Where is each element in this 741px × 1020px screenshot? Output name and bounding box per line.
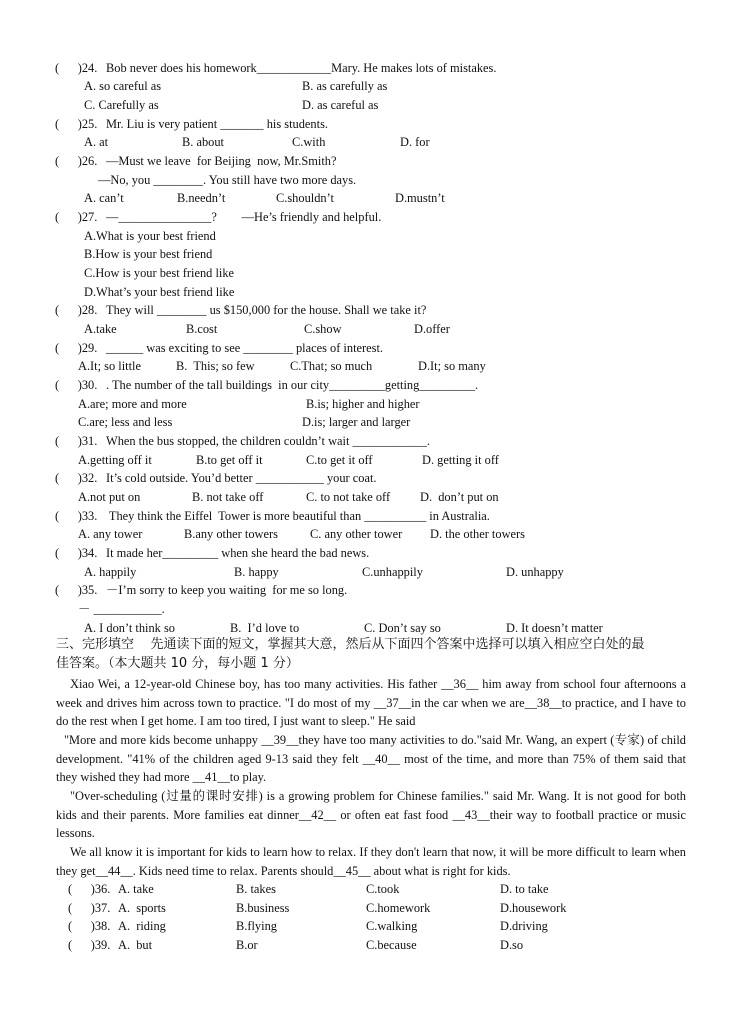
option-c: C. any other tower [310,527,403,541]
option-b: B. about [182,135,224,149]
passage-paragraph-1: Xiao Wei, a 12-year-old Chinese boy, has too many activities. His father __36__ him away from school four afternoons a week and drives him across town to practice. "I do most of my __37__in the car when we are__38__to practice, and I have to do the rest when I get home. I am too tired, I just want to sleep." He said [56,677,686,729]
option-a: A. at [84,135,109,149]
question-number: ( )33. [55,509,98,523]
option-c: C.show [304,322,342,336]
option-a: A. can’t [84,191,124,205]
option-d: D.It; so many [418,359,486,373]
option-a: A. I don’t think so [84,621,175,635]
question-stem: When the bus stopped, the children couldn’t wait ____________. [106,434,430,448]
option-a: A. riding [118,919,166,933]
question-number: ( )30. [55,378,98,392]
option-d: D. don’t put on [420,490,499,504]
question-number: ( )24. [55,61,98,75]
option-b: B.business [236,901,290,915]
question-stem: Bob never does his homework____________Mary. He makes lots of mistakes. [106,61,497,75]
cloze-number: ( )39. [68,938,111,952]
question-number: ( )28. [55,303,98,317]
question-stem: Mr. Liu is very patient _______ his students. [106,117,328,131]
option-d: D.driving [500,919,548,933]
option-a: A. but [118,938,153,952]
option-c: C.walking [366,919,418,933]
option-c: C. Carefully as [84,98,159,112]
option-d: D. as careful as [302,98,379,112]
question-number: ( )34. [55,546,98,560]
option-a: A.are; more and more [78,397,187,411]
question-number: ( )26. [55,154,98,168]
option-b: B.any other towers [184,527,278,541]
option-b: B. This; so few [176,359,255,373]
question-stem: . The number of the tall buildings in our city_________getting_________. [106,378,479,392]
option-b: B. I’d love to [230,621,300,635]
option-c: C.homework [366,901,431,915]
question-number: ( )32. [55,471,98,485]
question-number: ( )25. [55,117,98,131]
option-d: D. for [400,135,430,149]
question-stem: It’s cold outside. You’d better ___________ your coat. [106,471,377,485]
cloze-number: ( )36. [68,882,111,896]
question-stem-reply: － ___________. [78,602,165,616]
passage-paragraph-2: "More and more kids become unhappy __39__they have too many activities to do."said Mr. Wang, an expert (专家) of child development. "41% of the children aged 9-13 said they felt __40__ most of the time, and more than 75% of them said that they wished they had more __41__to play. [56,733,686,785]
section-heading: 三、完形填空 先通读下面的短文，掌握其大意，然后从下面四个答案中选择可以填入相应空白处的最 [56,637,645,652]
option-a: A.What is your best friend [84,229,216,243]
option-d: D. to take [500,882,549,896]
question-number: ( )27. [55,210,98,224]
option-c: C. to not take off [306,490,391,504]
cloze-number: ( )38. [68,919,111,933]
option-c: C. Don’t say so [364,621,441,635]
question-number: ( )29. [55,341,98,355]
option-c: C.because [366,938,417,952]
option-d: D.so [500,938,524,952]
option-c: C.to get it off [306,453,373,467]
option-a: A. take [118,882,154,896]
option-c: C.shouldn’t [276,191,334,205]
option-a: A. happily [84,565,137,579]
option-a: A.take [84,322,117,336]
option-b: B.to get off it [196,453,263,467]
question-number: ( )35. [55,583,98,597]
question-stem: They will ________ us $150,000 for the house. Shall we take it? [106,303,427,317]
option-d: D. It doesn’t matter [506,621,603,635]
passage-paragraph-3: "Over-scheduling (过量的课时安排) is a growing problem for Chinese families." said Mr. Wang. It is not good for both kids and their parents. More families eat dinner__42__ or often eat fast food __43__their way to football practice or music lessons. [56,789,686,841]
option-d: D.housework [500,901,567,915]
option-d: D.mustn’t [395,191,445,205]
option-a: A. any tower [78,527,143,541]
question-stem: They think the Eiffel Tower is more beautiful than __________ in Australia. [106,509,490,523]
question-stem: —_______________? —He’s friendly and helpful. [106,210,382,224]
question-stem-reply: —No, you ________. You still have two more days. [98,173,357,187]
question-stem: ______ was exciting to see ________ places of interest. [106,341,384,355]
option-a: A. sports [118,901,166,915]
question-stem: It made her_________ when she heard the bad news. [106,546,370,560]
question-stem: —Must we leave for Beijing now, Mr.Smith? [106,154,337,168]
option-c: C.That; so much [290,359,373,373]
cloze-number: ( )37. [68,901,111,915]
option-d: D. unhappy [506,565,564,579]
option-d: D.is; larger and larger [302,415,411,429]
option-b: B.How is your best friend [84,247,213,261]
option-d: D. getting it off [422,453,499,467]
option-b: B.or [236,938,258,952]
option-b: B.needn’t [177,191,226,205]
section-heading-cont: 佳答案。（本大题共 10 分，每小题 1 分） [56,656,299,671]
question-number: ( )31. [55,434,98,448]
option-d: D. the other towers [430,527,525,541]
option-b: B.cost [186,322,218,336]
option-c: C.are; less and less [78,415,173,429]
option-b: B.is; higher and higher [306,397,420,411]
option-a: A.not put on [78,490,141,504]
option-b: B. not take off [192,490,264,504]
option-b: B. takes [236,882,276,896]
option-b: B. happy [234,565,279,579]
option-c: C.How is your best friend like [84,266,235,280]
option-b: B.flying [236,919,277,933]
option-c: C.took [366,882,400,896]
option-a: A. so careful as [84,79,162,93]
option-c: C.with [292,135,326,149]
option-a: A.getting off it [78,453,152,467]
option-d: D.offer [414,322,450,336]
option-a: A.It; so little [78,359,141,373]
option-d: D.What’s your best friend like [84,285,235,299]
option-c: C.unhappily [362,565,423,579]
option-b: B. as carefully as [302,79,388,93]
passage-paragraph-4: We all know it is important for kids to learn how to relax. If they don't learn that now, it will be more difficult to learn when they get__44__. Kids need time to relax. Parents should__45__ about what is right for kids. [56,845,686,878]
question-stem: －I’m sorry to keep you waiting for me so long. [106,583,348,597]
